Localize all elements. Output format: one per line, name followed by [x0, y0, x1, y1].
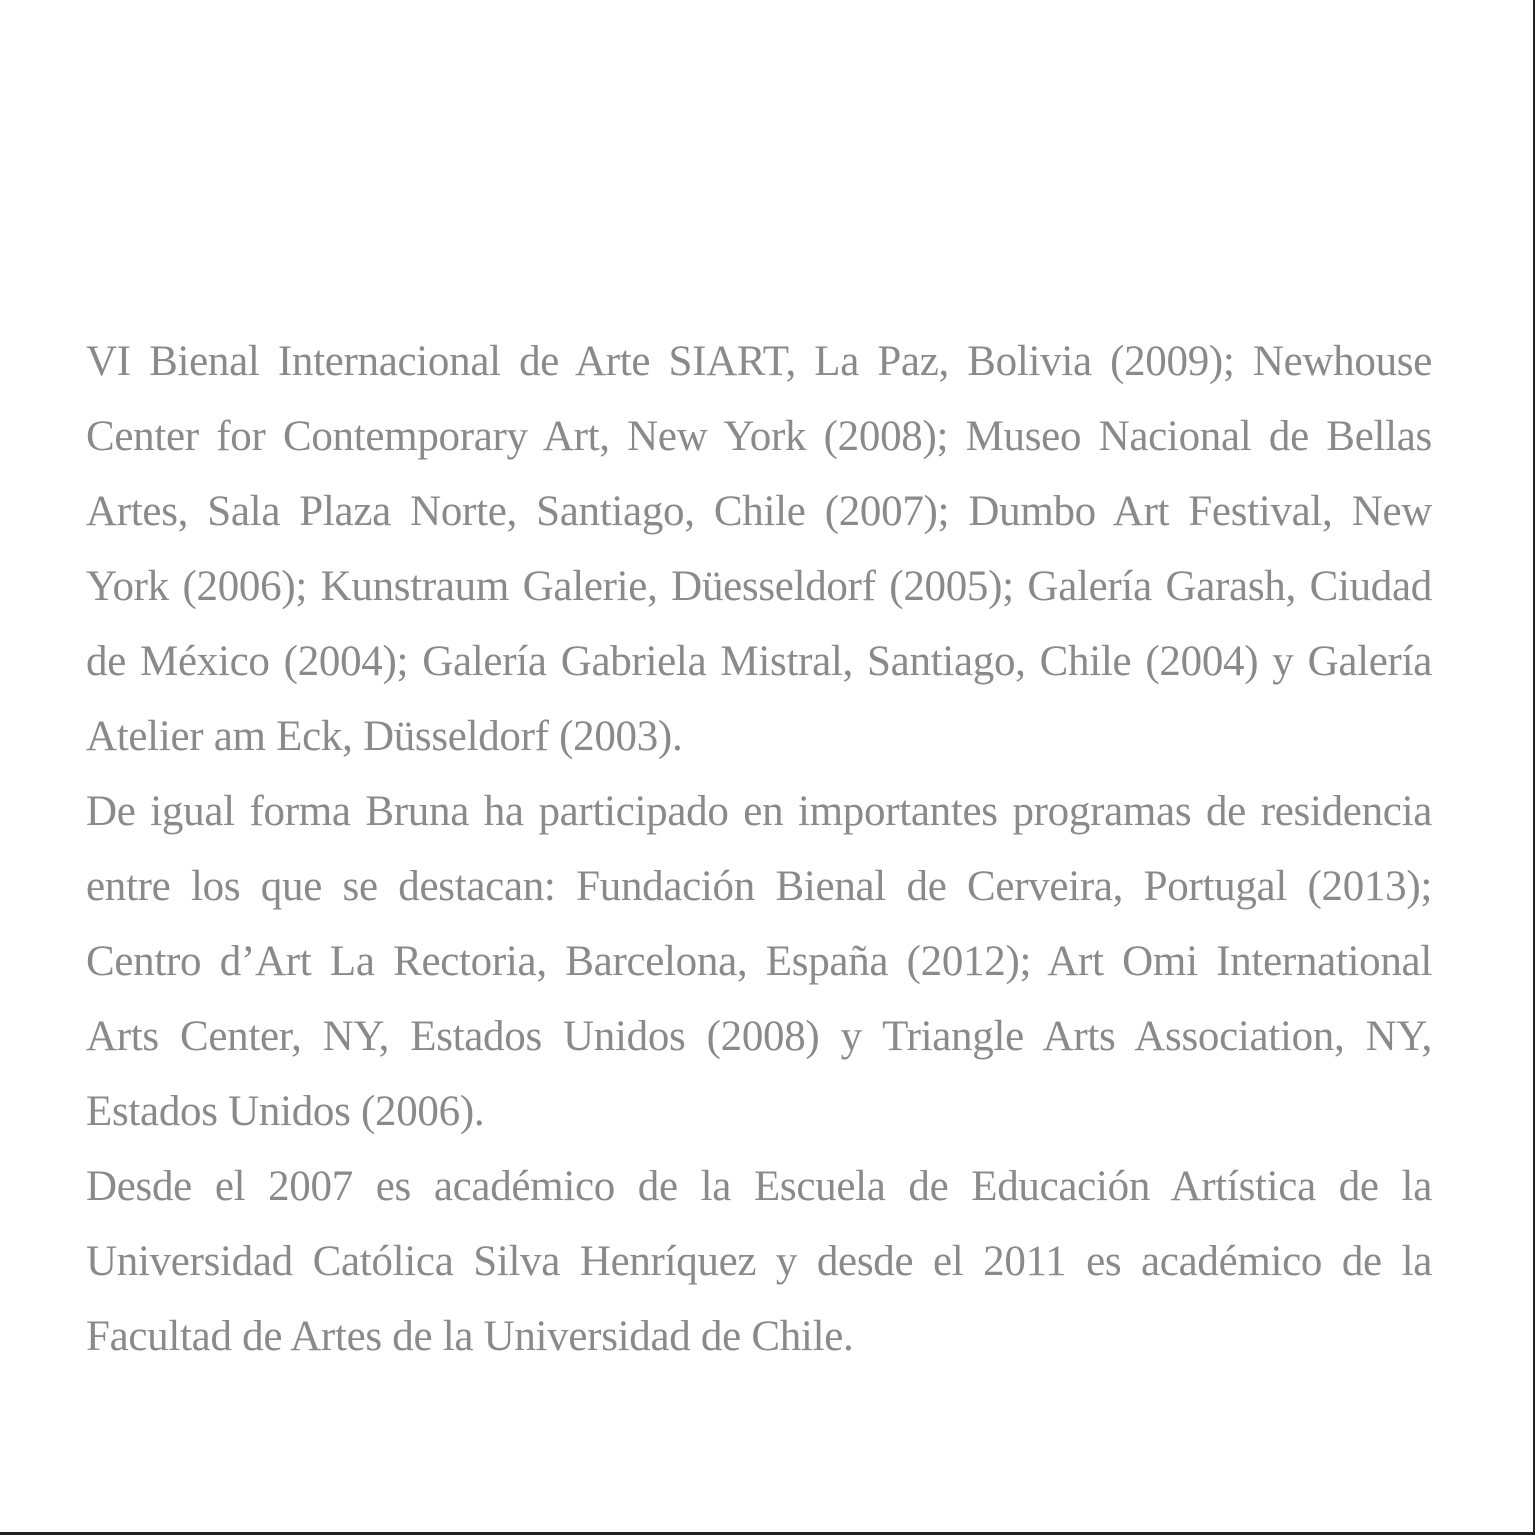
paragraph-residencies: De igual forma Bruna ha participado en importantes programas de residencia entre los que se destacan: Fundación Bienal de Cerveira, Portugal (2013); Centro d’Art La Rectoria, Barcelona, España (2012); Art Omi International Arts Center, NY, Estados Unidos (2008) y Triangle Arts Association, NY, Estados Unidos (2006). — [86, 788, 1432, 1135]
paragraph-exhibitions: VI Bienal Internacional de Arte SIART, La Paz, Bolivia (2009); Newhouse Center for Contemporary Art, New York (2008); Museo Nacional de Bellas Artes, Sala Plaza Norte, Santiago, Chile (2007); Dumbo Art Festival, New York (2006); Kunstraum Galerie, Düesseldorf (2005); Galería Garash, Ciudad de México (2004); Galería Gabriela Mistral, Santiago, Chile (2004) y Galería Atelier am Eck, Düsseldorf (2003). — [86, 338, 1432, 760]
paragraph-academic: Desde el 2007 es académico de la Escuela de Educación Artística de la Universidad Católica Silva Henríquez y desde el 2011 es académico de la Facultad de Artes de la Universidad de Chile. — [86, 1163, 1432, 1360]
text-body — [86, 324, 1432, 1374]
